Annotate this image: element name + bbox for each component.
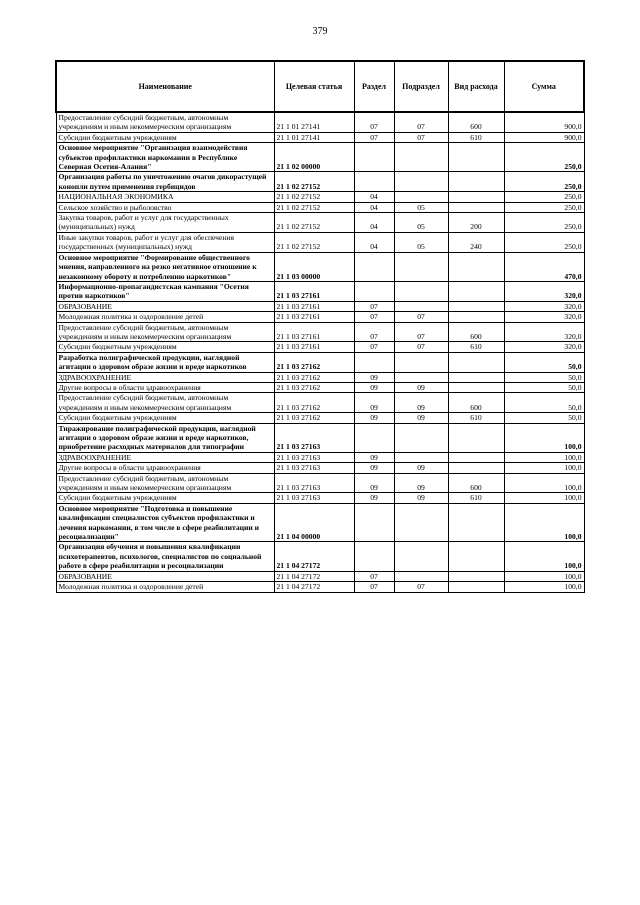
cell-section: 09 bbox=[354, 463, 394, 473]
cell-section: 09 bbox=[354, 493, 394, 503]
cell-subsection: 09 bbox=[394, 473, 448, 493]
cell-code: 21 1 03 27161 bbox=[274, 312, 354, 322]
cell-section: 07 bbox=[354, 112, 394, 132]
cell-code: 21 1 03 27163 bbox=[274, 452, 354, 462]
cell-section: 07 bbox=[354, 571, 394, 581]
table-row bbox=[56, 582, 584, 592]
table-row bbox=[56, 571, 584, 581]
cell-name: Основное мероприятие "Организация взаимодействия субъектов профилактики наркомании в Республике Северная Осетия-Алания" bbox=[56, 143, 274, 172]
cell-subsection: 09 bbox=[394, 463, 448, 473]
cell-type bbox=[448, 503, 504, 542]
cell-sum: 50,0 bbox=[504, 413, 584, 423]
cell-name: ОБРАЗОВАНИЕ bbox=[56, 571, 274, 581]
cell-type bbox=[448, 372, 504, 382]
cell-name: Иные закупки товаров, работ и услуг для обеспечения государственных (муниципальных) нужд bbox=[56, 232, 274, 252]
cell-subsection bbox=[394, 172, 448, 192]
cell-code: 21 1 03 27162 bbox=[274, 352, 354, 372]
cell-subsection bbox=[394, 252, 448, 281]
cell-section: 09 bbox=[354, 473, 394, 493]
table-row bbox=[56, 452, 584, 462]
cell-name: Субсидии бюджетным учреждениям bbox=[56, 413, 274, 423]
cell-code: 21 1 03 27162 bbox=[274, 393, 354, 413]
cell-sum: 250,0 bbox=[504, 232, 584, 252]
table-row bbox=[56, 423, 584, 452]
cell-section: 07 bbox=[354, 342, 394, 352]
table-row bbox=[56, 413, 584, 423]
table-row bbox=[56, 143, 584, 172]
cell-subsection bbox=[394, 452, 448, 462]
cell-name: Организация обучения и повышения квалификации психотерапевтов, психологов, специалистов по социальной работе в сфере реабилитации и ресоциализации bbox=[56, 542, 274, 571]
cell-sum: 320,0 bbox=[504, 342, 584, 352]
cell-subsection: 07 bbox=[394, 312, 448, 322]
cell-subsection: 07 bbox=[394, 322, 448, 342]
cell-type bbox=[448, 301, 504, 311]
cell-section: 07 bbox=[354, 301, 394, 311]
cell-section: 07 bbox=[354, 312, 394, 322]
cell-type bbox=[448, 192, 504, 202]
cell-type bbox=[448, 463, 504, 473]
cell-subsection bbox=[394, 192, 448, 202]
cell-code: 21 1 03 27163 bbox=[274, 493, 354, 503]
cell-code: 21 1 03 27163 bbox=[274, 473, 354, 493]
cell-sum: 250,0 bbox=[504, 192, 584, 202]
cell-name: Другие вопросы в области здравоохранения bbox=[56, 382, 274, 392]
table-row bbox=[56, 542, 584, 571]
cell-code: 21 1 04 00000 bbox=[274, 503, 354, 542]
table-header-row bbox=[56, 61, 584, 112]
cell-type: 610 bbox=[448, 342, 504, 352]
cell-type bbox=[448, 582, 504, 592]
cell-subsection bbox=[394, 423, 448, 452]
table-row bbox=[56, 382, 584, 392]
table-row bbox=[56, 342, 584, 352]
cell-name: Организация работы по уничтожению очагов дикорастущей конопли путем применения гербицидов bbox=[56, 172, 274, 192]
cell-code: 21 1 03 27163 bbox=[274, 423, 354, 452]
cell-code: 21 1 04 27172 bbox=[274, 542, 354, 571]
cell-sum: 100,0 bbox=[504, 582, 584, 592]
header-type: Вид расхода bbox=[448, 61, 504, 112]
cell-section bbox=[354, 172, 394, 192]
cell-subsection: 05 bbox=[394, 232, 448, 252]
cell-subsection: 05 bbox=[394, 202, 448, 212]
cell-type bbox=[448, 382, 504, 392]
budget-table bbox=[55, 60, 585, 593]
cell-sum: 100,0 bbox=[504, 503, 584, 542]
cell-type: 200 bbox=[448, 213, 504, 233]
cell-section bbox=[354, 542, 394, 571]
cell-section: 09 bbox=[354, 393, 394, 413]
cell-subsection bbox=[394, 503, 448, 542]
cell-subsection bbox=[394, 571, 448, 581]
header-code: Целевая статья bbox=[274, 61, 354, 112]
cell-section bbox=[354, 423, 394, 452]
cell-sum: 50,0 bbox=[504, 393, 584, 413]
cell-name: Тиражирование полиграфической продукции, наглядной агитации о здоровом образе жизни и вреде наркотиков, приобретение расходных материалов для типографии bbox=[56, 423, 274, 452]
cell-code: 21 1 02 27152 bbox=[274, 232, 354, 252]
cell-subsection: 07 bbox=[394, 342, 448, 352]
table-row bbox=[56, 473, 584, 493]
cell-code: 21 1 03 27161 bbox=[274, 301, 354, 311]
page-number: 379 bbox=[312, 26, 328, 37]
cell-type bbox=[448, 252, 504, 281]
cell-sum: 250,0 bbox=[504, 213, 584, 233]
cell-type: 610 bbox=[448, 413, 504, 423]
cell-name: Субсидии бюджетным учреждениям bbox=[56, 493, 274, 503]
cell-sum: 100,0 bbox=[504, 571, 584, 581]
table-body bbox=[56, 112, 584, 592]
table-row bbox=[56, 202, 584, 212]
header-subsection: Подраздел bbox=[394, 61, 448, 112]
cell-code: 21 1 02 27152 bbox=[274, 192, 354, 202]
cell-sum: 250,0 bbox=[504, 172, 584, 192]
cell-code: 21 1 01 27141 bbox=[274, 112, 354, 132]
cell-name: Предоставление субсидий бюджетным, автономным учреждениям и иным некоммерческим организациям bbox=[56, 112, 274, 132]
cell-section: 09 bbox=[354, 452, 394, 462]
cell-section: 07 bbox=[354, 132, 394, 142]
cell-code: 21 1 03 27161 bbox=[274, 281, 354, 301]
cell-section bbox=[354, 281, 394, 301]
cell-sum: 100,0 bbox=[504, 452, 584, 462]
header-name: Наименование bbox=[56, 61, 274, 112]
cell-code: 21 1 03 27162 bbox=[274, 382, 354, 392]
cell-name: ОБРАЗОВАНИЕ bbox=[56, 301, 274, 311]
cell-subsection: 09 bbox=[394, 413, 448, 423]
cell-name: ЗДРАВООХРАНЕНИЕ bbox=[56, 372, 274, 382]
table-row bbox=[56, 493, 584, 503]
cell-code: 21 1 02 27152 bbox=[274, 172, 354, 192]
cell-name: Закупка товаров, работ и услуг для государственных (муниципальных) нужд bbox=[56, 213, 274, 233]
cell-subsection: 09 bbox=[394, 382, 448, 392]
cell-type bbox=[448, 423, 504, 452]
cell-sum: 320,0 bbox=[504, 281, 584, 301]
cell-sum: 250,0 bbox=[504, 143, 584, 172]
cell-name: Другие вопросы в области здравоохранения bbox=[56, 463, 274, 473]
table-row bbox=[56, 503, 584, 542]
cell-section: 04 bbox=[354, 192, 394, 202]
table-row bbox=[56, 322, 584, 342]
cell-type bbox=[448, 172, 504, 192]
cell-subsection bbox=[394, 281, 448, 301]
cell-type: 610 bbox=[448, 493, 504, 503]
cell-subsection: 05 bbox=[394, 213, 448, 233]
cell-type: 600 bbox=[448, 473, 504, 493]
cell-section bbox=[354, 143, 394, 172]
cell-subsection: 07 bbox=[394, 112, 448, 132]
cell-name: Молодежная политика и оздоровление детей bbox=[56, 312, 274, 322]
cell-section: 07 bbox=[354, 322, 394, 342]
cell-type: 600 bbox=[448, 322, 504, 342]
cell-sum: 50,0 bbox=[504, 372, 584, 382]
cell-sum: 470,0 bbox=[504, 252, 584, 281]
cell-name: Субсидии бюджетным учреждениям bbox=[56, 132, 274, 142]
cell-type bbox=[448, 571, 504, 581]
cell-code: 21 1 03 27163 bbox=[274, 463, 354, 473]
table-row bbox=[56, 172, 584, 192]
cell-type bbox=[448, 143, 504, 172]
cell-sum: 900,0 bbox=[504, 132, 584, 142]
cell-sum: 50,0 bbox=[504, 352, 584, 372]
cell-type bbox=[448, 312, 504, 322]
cell-sum: 320,0 bbox=[504, 322, 584, 342]
cell-name: Предоставление субсидий бюджетным, автономным учреждениям и иным некоммерческим организациям bbox=[56, 322, 274, 342]
cell-section: 04 bbox=[354, 213, 394, 233]
cell-sum: 50,0 bbox=[504, 382, 584, 392]
cell-type bbox=[448, 452, 504, 462]
table-row bbox=[56, 252, 584, 281]
cell-name: НАЦИОНАЛЬНАЯ ЭКОНОМИКА bbox=[56, 192, 274, 202]
table-row bbox=[56, 312, 584, 322]
cell-type bbox=[448, 202, 504, 212]
cell-section: 04 bbox=[354, 202, 394, 212]
cell-type: 610 bbox=[448, 132, 504, 142]
cell-name: Предоставление субсидий бюджетным, автономным учреждениям и иным некоммерческим организациям bbox=[56, 473, 274, 493]
cell-name: ЗДРАВООХРАНЕНИЕ bbox=[56, 452, 274, 462]
cell-code: 21 1 03 27161 bbox=[274, 322, 354, 342]
cell-type bbox=[448, 281, 504, 301]
cell-code: 21 1 03 27161 bbox=[274, 342, 354, 352]
cell-code: 21 1 04 27172 bbox=[274, 571, 354, 581]
cell-type bbox=[448, 352, 504, 372]
table-row bbox=[56, 132, 584, 142]
cell-name: Информационно-пропагандистская кампания "Осетия против наркотиков" bbox=[56, 281, 274, 301]
cell-code: 21 1 01 27141 bbox=[274, 132, 354, 142]
table-row bbox=[56, 192, 584, 202]
cell-subsection: 07 bbox=[394, 132, 448, 142]
cell-subsection: 07 bbox=[394, 582, 448, 592]
cell-section: 04 bbox=[354, 232, 394, 252]
cell-code: 21 1 03 27162 bbox=[274, 372, 354, 382]
cell-subsection bbox=[394, 372, 448, 382]
cell-name: Основное мероприятие "Формирование общественного мнения, направленного на резко негативное отношение к незаконному обороту и потреблению наркотиков" bbox=[56, 252, 274, 281]
cell-code: 21 1 04 27172 bbox=[274, 582, 354, 592]
header-section: Раздел bbox=[354, 61, 394, 112]
table-row bbox=[56, 232, 584, 252]
table-row bbox=[56, 301, 584, 311]
table-row bbox=[56, 372, 584, 382]
cell-sum: 100,0 bbox=[504, 542, 584, 571]
cell-sum: 250,0 bbox=[504, 202, 584, 212]
table-row bbox=[56, 393, 584, 413]
cell-sum: 100,0 bbox=[504, 423, 584, 452]
cell-type bbox=[448, 542, 504, 571]
cell-name: Молодежная политика и оздоровление детей bbox=[56, 582, 274, 592]
cell-name: Разработка полиграфической продукции, наглядной агитации о здоровом образе жизни и вреде наркотиков bbox=[56, 352, 274, 372]
cell-name: Сельское хозяйство и рыболовство bbox=[56, 202, 274, 212]
cell-subsection: 09 bbox=[394, 493, 448, 503]
cell-subsection bbox=[394, 301, 448, 311]
cell-section: 09 bbox=[354, 372, 394, 382]
cell-section bbox=[354, 352, 394, 372]
cell-name: Основное мероприятие "Подготовка и повышение квалификации специалистов субъектов профилактики и лечения наркомании, в том числе в сфере реабилитации и ресоциализации" bbox=[56, 503, 274, 542]
cell-section bbox=[354, 252, 394, 281]
cell-sum: 100,0 bbox=[504, 473, 584, 493]
cell-section: 07 bbox=[354, 582, 394, 592]
cell-sum: 100,0 bbox=[504, 493, 584, 503]
header-sum: Сумма bbox=[504, 61, 584, 112]
cell-code: 21 1 03 00000 bbox=[274, 252, 354, 281]
cell-name: Предоставление субсидий бюджетным, автономным учреждениям и иным некоммерческим организациям bbox=[56, 393, 274, 413]
table-row bbox=[56, 463, 584, 473]
cell-type: 600 bbox=[448, 112, 504, 132]
cell-subsection bbox=[394, 542, 448, 571]
cell-section: 09 bbox=[354, 413, 394, 423]
table-row bbox=[56, 112, 584, 132]
cell-section: 09 bbox=[354, 382, 394, 392]
cell-code: 21 1 02 27152 bbox=[274, 213, 354, 233]
cell-name: Субсидии бюджетным учреждениям bbox=[56, 342, 274, 352]
cell-sum: 320,0 bbox=[504, 301, 584, 311]
cell-sum: 320,0 bbox=[504, 312, 584, 322]
cell-code: 21 1 02 00000 bbox=[274, 143, 354, 172]
cell-section bbox=[354, 503, 394, 542]
table-row bbox=[56, 352, 584, 372]
cell-subsection bbox=[394, 352, 448, 372]
cell-code: 21 1 02 27152 bbox=[274, 202, 354, 212]
cell-code: 21 1 03 27162 bbox=[274, 413, 354, 423]
cell-subsection: 09 bbox=[394, 393, 448, 413]
table-row bbox=[56, 281, 584, 301]
cell-type: 600 bbox=[448, 393, 504, 413]
cell-sum: 100,0 bbox=[504, 463, 584, 473]
cell-type: 240 bbox=[448, 232, 504, 252]
cell-sum: 900,0 bbox=[504, 112, 584, 132]
cell-subsection bbox=[394, 143, 448, 172]
table-row bbox=[56, 213, 584, 233]
